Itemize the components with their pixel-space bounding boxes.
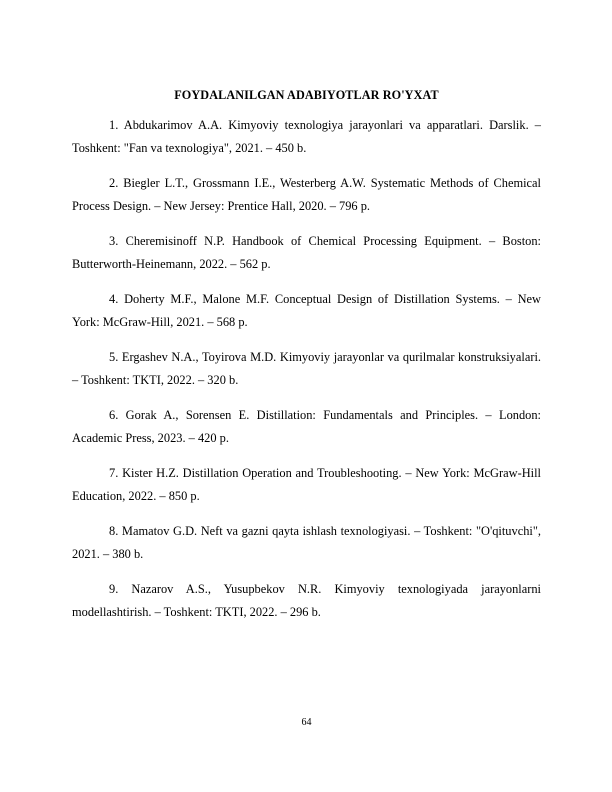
- reference-item: [72, 230, 541, 276]
- page-number: 64: [301, 717, 312, 728]
- reference-item: [72, 346, 541, 392]
- reference-number: 6.: [109, 408, 119, 422]
- reference-text: Nazarov A.S., Yusupbekov N.R. Kimyoviy texnologiyada jarayonlarni modellashtirish. – Toshkent: TKTI, 2022. – 296 b.: [72, 582, 541, 619]
- reference-text: Kister H.Z. Distillation Operation and Troubleshooting. – New York: McGraw-Hill Education, 2022. – 850 p.: [72, 466, 541, 503]
- reference-number: 7.: [109, 466, 119, 480]
- reference-list: [72, 114, 541, 636]
- reference-item: [72, 288, 541, 334]
- reference-number: 9.: [109, 582, 119, 596]
- reference-text: Biegler L.T., Grossmann I.E., Westerberg A.W. Systematic Methods of Chemical Process Design. – New Jersey: Prentice Hall, 2020. – 796 p.: [72, 176, 541, 213]
- reference-text: Abdukarimov A.A. Kimyoviy texnologiya jarayonlari va apparatlari. Darslik. – Toshkent: "Fan va texnologiya", 2021. – 450 b.: [72, 118, 541, 155]
- reference-number: 2.: [109, 176, 119, 190]
- reference-text: Ergashev N.A., Toyirova M.D. Kimyoviy jarayonlar va qurilmalar konstruksiyalari. – Toshkent: TKTI, 2022. – 320 b.: [72, 350, 541, 387]
- reference-number: 1.: [109, 118, 119, 132]
- reference-item: [72, 578, 541, 624]
- reference-number: 8.: [109, 524, 119, 538]
- reference-item: [72, 172, 541, 218]
- reference-item: [72, 404, 541, 450]
- reference-number: 3.: [109, 234, 119, 248]
- page-title: FOYDALANILGAN ADABIYOTLAR RO'YXAT: [174, 88, 439, 102]
- reference-text: Gorak A., Sorensen E. Distillation: Fundamentals and Principles. – London: Academic Press, 2023. – 420 p.: [72, 408, 541, 445]
- reference-text: Doherty M.F., Malone M.F. Conceptual Design of Distillation Systems. – New York: McGraw-Hill, 2021. – 568 p.: [72, 292, 541, 329]
- reference-item: [72, 520, 541, 566]
- reference-number: 4.: [109, 292, 119, 306]
- reference-item: [72, 462, 541, 508]
- reference-number: 5.: [109, 350, 119, 364]
- reference-item: [72, 114, 541, 160]
- reference-text: Cheremisinoff N.P. Handbook of Chemical Processing Equipment. – Boston: Butterworth-Heinemann, 2022. – 562 p.: [72, 234, 541, 271]
- reference-text: Mamatov G.D. Neft va gazni qayta ishlash texnologiyasi. – Toshkent: "O'qituvchi", 2021. – 380 b.: [72, 524, 541, 561]
